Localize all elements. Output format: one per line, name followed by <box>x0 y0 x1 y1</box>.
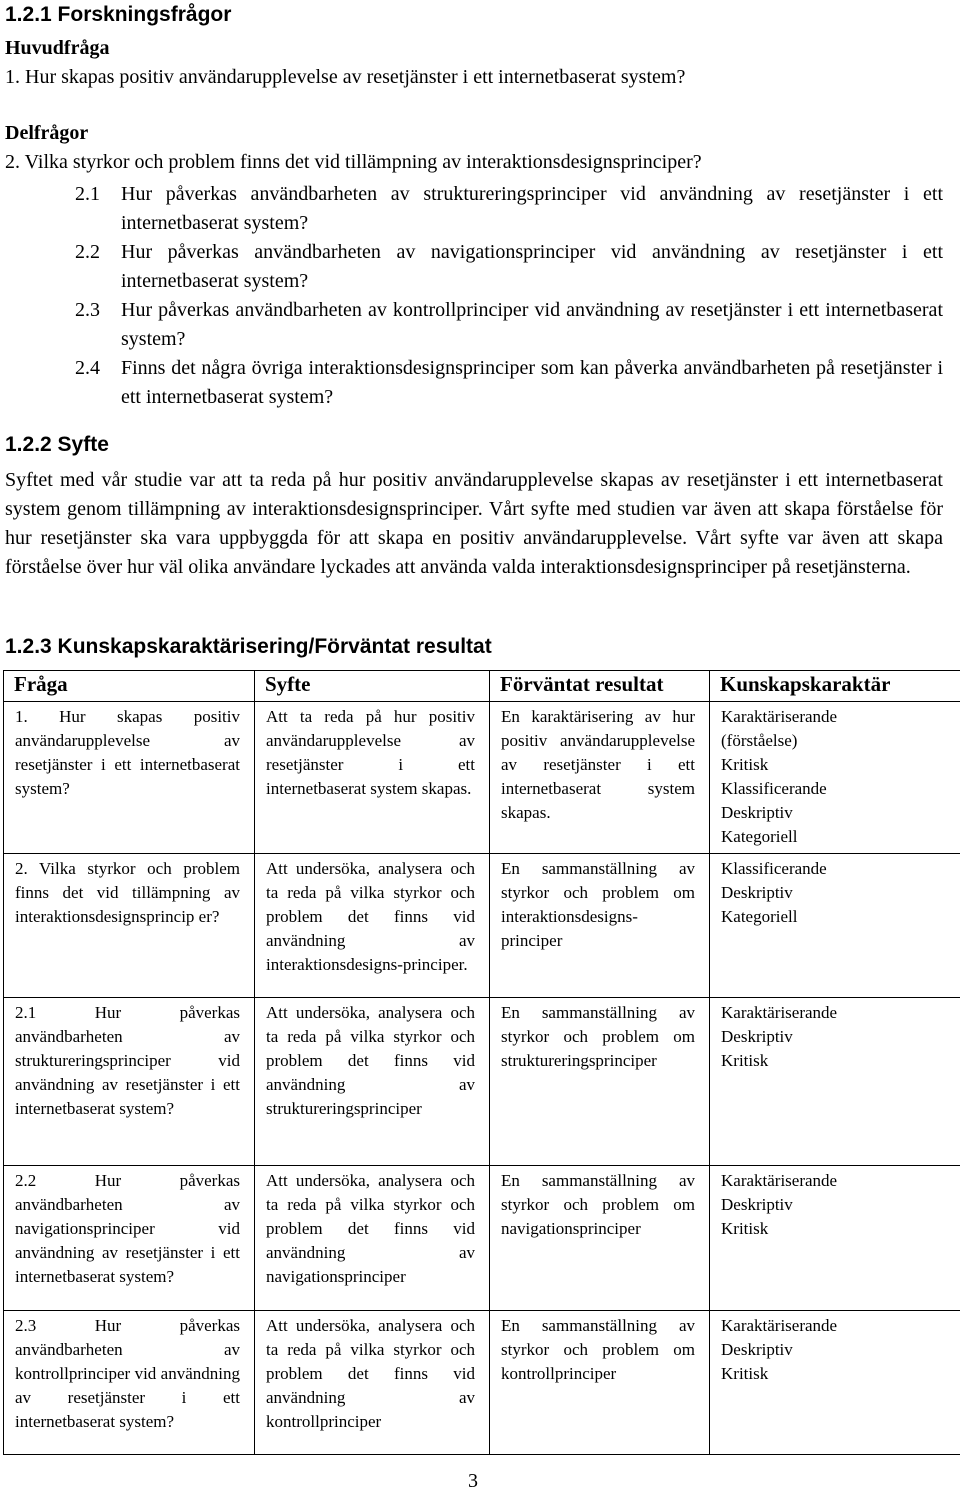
cell-fraga: 1. Hur skapas positiv användarupplevelse av resetjänster i ett internetbaserat system? <box>4 702 255 854</box>
cell-syfte: Att undersöka, analysera och ta reda på vilka styrkor och problem det finns vid användning av navigationsprinciper <box>255 1166 490 1311</box>
subquestion-list <box>75 180 943 412</box>
cell-syfte: Att undersöka, analysera och ta reda på vilka styrkor och problem det finns vid användning av struktureringsprinciper <box>255 998 490 1166</box>
knowledge-table <box>3 670 960 1455</box>
cell-fraga: 2.1 Hur påverkas användbarheten av struktureringsprinciper vid användning av resetjänster i ett internetbaserat system? <box>4 998 255 1166</box>
subquestion-item <box>75 238 943 296</box>
subquestion-text: Hur påverkas användbarheten av struktureringsprinciper vid användning av resetjänster i ett internetbaserat system? <box>121 183 943 234</box>
table-header-row <box>4 671 960 702</box>
knowledge-type: Klassificerande <box>721 779 827 798</box>
knowledge-type: Deskriptiv <box>721 803 793 822</box>
question-2: 2. Vilka styrkor och problem finns det vid tillämpning av interaktionsdesignsprinciper? <box>5 151 702 173</box>
subquestion-number: 2.4 <box>75 357 100 379</box>
purpose-paragraph: Syftet med vår studie var att ta reda på hur positiv användarupplevelse skapas av resetjänster i ett internetbaserat system genom tillämpning av interaktionsdesignsprinciper. Vårt syfte med studien var även att skapa förståelse för hur resetjänster ska vara uppbyggda för att skapa en positiv användarupplevelse. Vårt syfte var även att skapa förståelse över hur väl olika användare lyckades att använda valda interaktionsdesignsprinciper på resetjänsterna. <box>5 469 943 578</box>
knowledge-type: Klassificerande <box>721 859 827 878</box>
subquestion-text: Hur påverkas användbarheten av kontrollprinciper vid användning av resetjänster i ett internetbaserat system? <box>121 299 943 350</box>
knowledge-type: Kategoriell <box>721 827 798 846</box>
cell-resultat: En sammanställning av styrkor och problem om interaktionsdesigns-principer <box>490 854 710 998</box>
column-header-resultat: Förväntat resultat <box>490 671 710 702</box>
knowledge-type: Karaktäriserande <box>721 707 838 726</box>
knowledge-type: Karaktäriserande <box>721 1171 838 1190</box>
cell-kunskapskaraktar <box>710 1311 960 1455</box>
knowledge-type: Kritisk <box>721 1219 769 1238</box>
table-row <box>4 998 960 1166</box>
cell-fraga: 2.3 Hur påverkas användbarheten av kontrollprinciper vid användning av resetjänster i ett internetbaserat system? <box>4 1311 255 1455</box>
sub-questions-label: Delfrågor <box>5 122 89 144</box>
knowledge-type: Deskriptiv <box>721 1340 793 1359</box>
section-heading-purpose: 1.2.2 Syfte <box>5 433 109 456</box>
knowledge-type: Deskriptiv <box>721 1195 793 1214</box>
subquestion-text: Finns det några övriga interaktionsdesignsprinciper som kan påverka användbarheten på resetjänster i ett internetbaserat system? <box>121 357 943 408</box>
subquestion-item <box>75 354 943 412</box>
cell-fraga: 2.2 Hur påverkas användbarheten av navigationsprinciper vid användning av resetjänster i ett internetbaserat system? <box>4 1166 255 1311</box>
subquestion-number: 2.2 <box>75 241 100 263</box>
knowledge-type: Kritisk <box>721 755 769 774</box>
knowledge-type: Kritisk <box>721 1364 769 1383</box>
subquestion-item <box>75 296 943 354</box>
subquestion-text: Hur påverkas användbarheten av navigationsprinciper vid användning av resetjänster i ett internetbaserat system? <box>121 241 943 292</box>
knowledge-type: Deskriptiv <box>721 883 793 902</box>
cell-kunskapskaraktar <box>710 998 960 1166</box>
cell-resultat: En sammanställning av styrkor och problem om kontrollprinciper <box>490 1311 710 1455</box>
cell-syfte: Att undersöka, analysera och ta reda på vilka styrkor och problem det finns vid användning av kontrollprinciper <box>255 1311 490 1455</box>
table-row <box>4 1311 960 1455</box>
table-row <box>4 854 960 998</box>
table-row <box>4 1166 960 1311</box>
cell-resultat: En sammanställning av styrkor och problem om struktureringsprinciper <box>490 998 710 1166</box>
table-row <box>4 702 960 854</box>
cell-syfte: Att undersöka, analysera och ta reda på vilka styrkor och problem det finns vid användning av interaktionsdesigns-principer. <box>255 854 490 998</box>
cell-fraga: 2. Vilka styrkor och problem finns det vid tillämpning av interaktionsdesignsprincip er? <box>4 854 255 998</box>
knowledge-type: (förståelse) <box>721 731 798 750</box>
knowledge-type: Karaktäriserande <box>721 1003 838 1022</box>
main-question: 1. Hur skapas positiv användarupplevelse av resetjänster i ett internetbaserat system? <box>5 66 686 88</box>
subquestion-item <box>75 180 943 238</box>
column-header-kunskapskaraktar: Kunskapskaraktär <box>710 671 960 702</box>
knowledge-type: Kategoriell <box>721 907 798 926</box>
subquestion-number: 2.1 <box>75 183 100 205</box>
knowledge-type: Deskriptiv <box>721 1027 793 1046</box>
main-question-label: Huvudfråga <box>5 37 110 59</box>
cell-resultat: En sammanställning av styrkor och problem om navigationsprinciper <box>490 1166 710 1311</box>
section-heading-research: 1.2.1 Forskningsfrågor <box>5 3 232 26</box>
column-header-fraga: Fråga <box>4 671 255 702</box>
cell-resultat: En karaktärisering av hur positiv användarupplevelse av resetjänster i ett internetbaserat system skapas. <box>490 702 710 854</box>
knowledge-type: Karaktäriserande <box>721 1316 838 1335</box>
subquestion-number: 2.3 <box>75 299 100 321</box>
cell-syfte: Att ta reda på hur positiv användarupplevelse av resetjänster i ett internetbaserat system skapas. <box>255 702 490 854</box>
cell-kunskapskaraktar <box>710 854 960 998</box>
cell-kunskapskaraktar <box>710 702 960 854</box>
cell-kunskapskaraktar <box>710 1166 960 1311</box>
column-header-syfte: Syfte <box>255 671 490 702</box>
knowledge-type: Kritisk <box>721 1051 769 1070</box>
page-number: 3 <box>468 1470 478 1492</box>
section-heading-knowledge: 1.2.3 Kunskapskaraktärisering/Förväntat resultat <box>5 635 492 658</box>
